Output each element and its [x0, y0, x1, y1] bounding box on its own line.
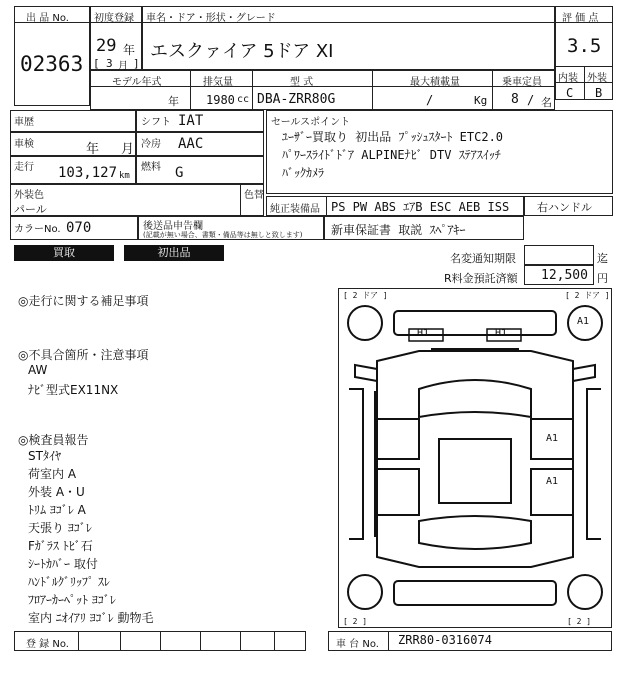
month-unit: 月 — [118, 61, 128, 72]
inspector-item: ﾄﾘﾑ ﾖｺﾞﾚ A — [28, 503, 86, 517]
supplement-title: ◎走行に関する補足事項 — [18, 294, 149, 308]
registration-label: 登 録 No. — [26, 639, 69, 650]
shaken-label: 車検 — [14, 139, 34, 150]
ac: AAC — [178, 136, 204, 152]
reg-month-close: ] — [133, 57, 140, 70]
mark-h1-left: H1 — [417, 328, 430, 339]
car-name: エスクァイア 5ドア XI — [150, 41, 334, 62]
mileage-unit: km — [119, 171, 130, 181]
interior-label: 内装 — [558, 73, 578, 84]
fuel: G — [175, 165, 184, 181]
color-label: 外装色 — [14, 190, 44, 201]
steering: 右ハンドル — [537, 201, 592, 214]
docs-label: 後送品申告欄 — [143, 221, 203, 232]
reg-month-open: [ — [93, 57, 100, 70]
mark-a1-side-lower: A1 — [546, 476, 559, 487]
model-code: DBA-ZRR80G — [257, 92, 336, 107]
max-load-label: 最大積載量 — [410, 77, 460, 88]
year-unit: 年 — [123, 43, 136, 57]
shift: IAT — [178, 113, 204, 129]
interior-grade: C — [566, 86, 574, 100]
sales-points-label: セールスポイント — [271, 117, 351, 128]
lot-number-label: 出 品 No. — [26, 13, 69, 24]
warranty: 新車保証書 取説 ｽﾍﾟｱｷｰ — [331, 223, 466, 237]
score-label: 評 価 点 — [562, 13, 599, 24]
capacity-slash: / — [527, 93, 535, 107]
defect-item: ﾅﾋﾞ型式EX11NX — [28, 383, 119, 397]
inspector-item: 荷室内 A — [28, 467, 77, 481]
max-load-slash: / — [426, 93, 434, 107]
score-value: 3.5 — [567, 35, 602, 57]
capacity-unit: 名 — [541, 96, 552, 109]
transfer-deadline-label: 名変通知期限 — [450, 252, 516, 265]
lot-number: 02363 — [20, 52, 84, 76]
shift-label: シフト — [141, 117, 171, 128]
color-no: 070 — [66, 220, 92, 236]
color: パール — [14, 203, 47, 216]
capacity: 8 — [511, 92, 519, 107]
recycle-fee-label: R料金預託済額 — [444, 272, 518, 285]
inspector-item: 室内 ﾆｵｲｱﾘ ﾖｺﾞﾚ 動物毛 — [28, 611, 154, 625]
transfer-deadline-box — [524, 245, 594, 265]
inspector-item: Fｶﾞﾗｽ ﾄﾋﾞ石 — [28, 539, 93, 553]
capacity-label: 乗車定員 — [502, 77, 542, 88]
mark-a1-side-upper: A1 — [546, 433, 559, 444]
inspector-item: ｼｰﾄｶﾊﾞｰ 取付 — [28, 557, 98, 571]
inspector-item: ﾊﾝﾄﾞﾙｸﾞﾘｯﾌﾟ ｽﾚ — [28, 575, 110, 589]
car-name-label: 車名・ドア・形状・グレード — [146, 13, 276, 24]
mileage: 103,127 — [58, 165, 118, 181]
sales-line-2: ﾊﾟﾜｰｽﾗｲﾄﾞﾄﾞｱ ALPINEﾅﾋﾞ DTV ｽﾃｱｽｲｯﾁ — [282, 148, 501, 162]
first-reg-label: 初度登録 — [94, 13, 134, 24]
first-listing-badge: 初出品 — [124, 245, 224, 261]
transfer-deadline-unit: 迄 — [597, 252, 608, 265]
color-no-label: カラーNo. — [14, 224, 61, 235]
equipment: PS PW ABS ｴｱB ESC AEB ISS — [331, 200, 510, 214]
shaken-year-unit: 年 — [86, 142, 100, 157]
damage-diagram — [338, 288, 612, 628]
mark-h1-right: H1 — [495, 328, 508, 339]
tag-2-br: [ 2 ] — [567, 617, 592, 626]
displacement: 1980 — [206, 93, 235, 107]
defect-item: AW — [28, 363, 48, 377]
sales-line-1: ﾕｰｻﾞｰ買取り 初出品 ﾌﾟｯｼｭｽﾀｰﾄ ETC2.0 — [282, 130, 504, 144]
mark-a1-front-right: A1 — [577, 316, 590, 327]
defects-title: ◎不具合箇所・注意事項 — [18, 348, 149, 362]
exterior-label: 外装 — [587, 73, 607, 84]
inspector-item: 外装 A・U — [28, 485, 85, 499]
inspector-item: STﾀｲﾔ — [28, 449, 61, 463]
docs-note: (記載が無い場合、書類・備品等は無しと致します) — [143, 231, 303, 239]
recycle-fee-unit: 円 — [597, 272, 608, 285]
buyback-badge: 買取 — [14, 245, 114, 261]
exterior-grade: B — [595, 86, 603, 100]
tag-2door-tr: [ 2 ドア ] — [565, 291, 610, 300]
tag-2-bl: [ 2 ] — [343, 617, 368, 626]
equipment-label: 純正装備品 — [270, 204, 320, 215]
tag-2door-tl: [ 2 ドア ] — [343, 291, 388, 300]
model-code-label: 型 式 — [290, 77, 314, 88]
inspector-item: 天張り ﾖｺﾞﾚ — [28, 521, 92, 535]
model-year-label: モデル年式 — [112, 77, 162, 88]
mileage-label: 走行 — [14, 162, 34, 173]
reg-year: 29 — [96, 36, 117, 56]
ac-label: 冷房 — [141, 139, 161, 150]
history-label: 車歴 — [14, 117, 34, 128]
displacement-unit: cc — [237, 94, 250, 105]
reg-month: 3 — [106, 57, 113, 70]
color-change-label: 色替 — [244, 190, 264, 201]
inspector-item: ﾌﾛｱｰｶｰﾍﾟｯﾄ ﾖｺﾞﾚ — [28, 593, 116, 607]
displacement-label: 排気量 — [203, 77, 233, 88]
car-outline — [339, 289, 611, 627]
color-box — [10, 184, 264, 216]
recycle-fee: 12,500 — [541, 268, 588, 283]
sales-line-3: ﾊﾞｯｸｶﾒﾗ — [282, 166, 325, 180]
chassis-number: ZRR80-0316074 — [398, 633, 492, 647]
shaken-month-unit: 月 — [121, 142, 135, 157]
fuel-label: 燃料 — [141, 162, 161, 173]
chassis-label: 車 台 No. — [336, 639, 379, 650]
model-year-unit: 年 — [168, 95, 179, 108]
max-load-unit: Kg — [474, 94, 488, 107]
inspector-title: ◎検査員報告 — [18, 433, 89, 447]
